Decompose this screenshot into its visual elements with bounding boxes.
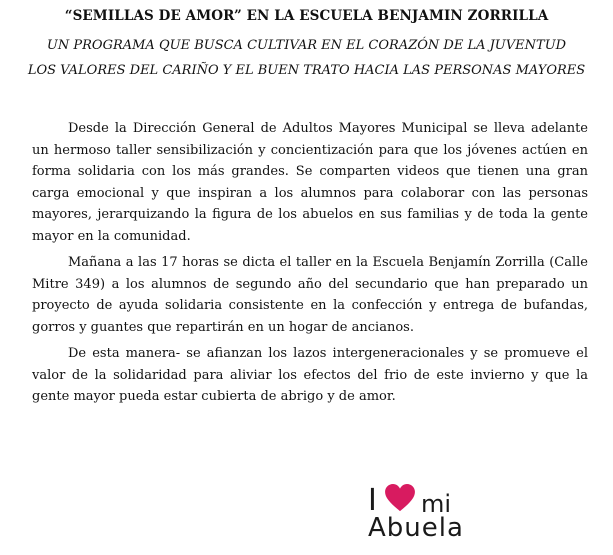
logo-word-abuela: Abuela bbox=[368, 513, 464, 543]
heart-icon bbox=[385, 484, 415, 512]
logo-word-mi: mi bbox=[421, 490, 452, 518]
article-body bbox=[32, 118, 588, 413]
subtitle-line-2: LOS VALORES DEL CARIÑO Y EL BUEN TRATO HACIA LAS PERSONAS MAYORES bbox=[27, 63, 586, 78]
subtitle-line-1: UN PROGRAMA QUE BUSCA CULTIVAR EN EL CORAZÓN DE LA JUVENTUD bbox=[46, 38, 567, 53]
document-title: “SEMILLAS DE AMOR” EN LA ESCUELA BENJAMIN ZORRILLA bbox=[64, 8, 549, 24]
paragraph-2: Mañana a las 17 horas se dicta el taller en la Escuela Benjamín Zorrilla (Calle Mitre 349) a los alumnos de segundo año del secundario que han preparado un proyecto de ayuda solidaria consistente en la confección y entrega de bufandas, gorros y guantes que repartirán en un hogar de ancianos. bbox=[32, 255, 588, 335]
i-love-mi-abuela-logo bbox=[368, 484, 468, 546]
paragraph-1: Desde la Dirección General de Adultos Mayores Municipal se lleva adelante un hermoso taller sensibilización y concientización para que los jóvenes actúen en forma solidaria con los más grandes. Se comparten videos que tienen una gran carga emocional y que inspiran a los alumnos para colaborar con las personas mayores, jerarquizando la figura de los abuelos en sus familias y de toda la gente mayor en la comunidad. bbox=[32, 121, 588, 244]
paragraph-3: De esta manera- se afianzan los lazos intergeneracionales y se promueve el valor de la solidaridad para aliviar los efectos del frio de este invierno y que la gente mayor pueda estar cubierta de abrigo y de amor. bbox=[32, 346, 588, 404]
logo-letter-i: I bbox=[368, 483, 377, 518]
